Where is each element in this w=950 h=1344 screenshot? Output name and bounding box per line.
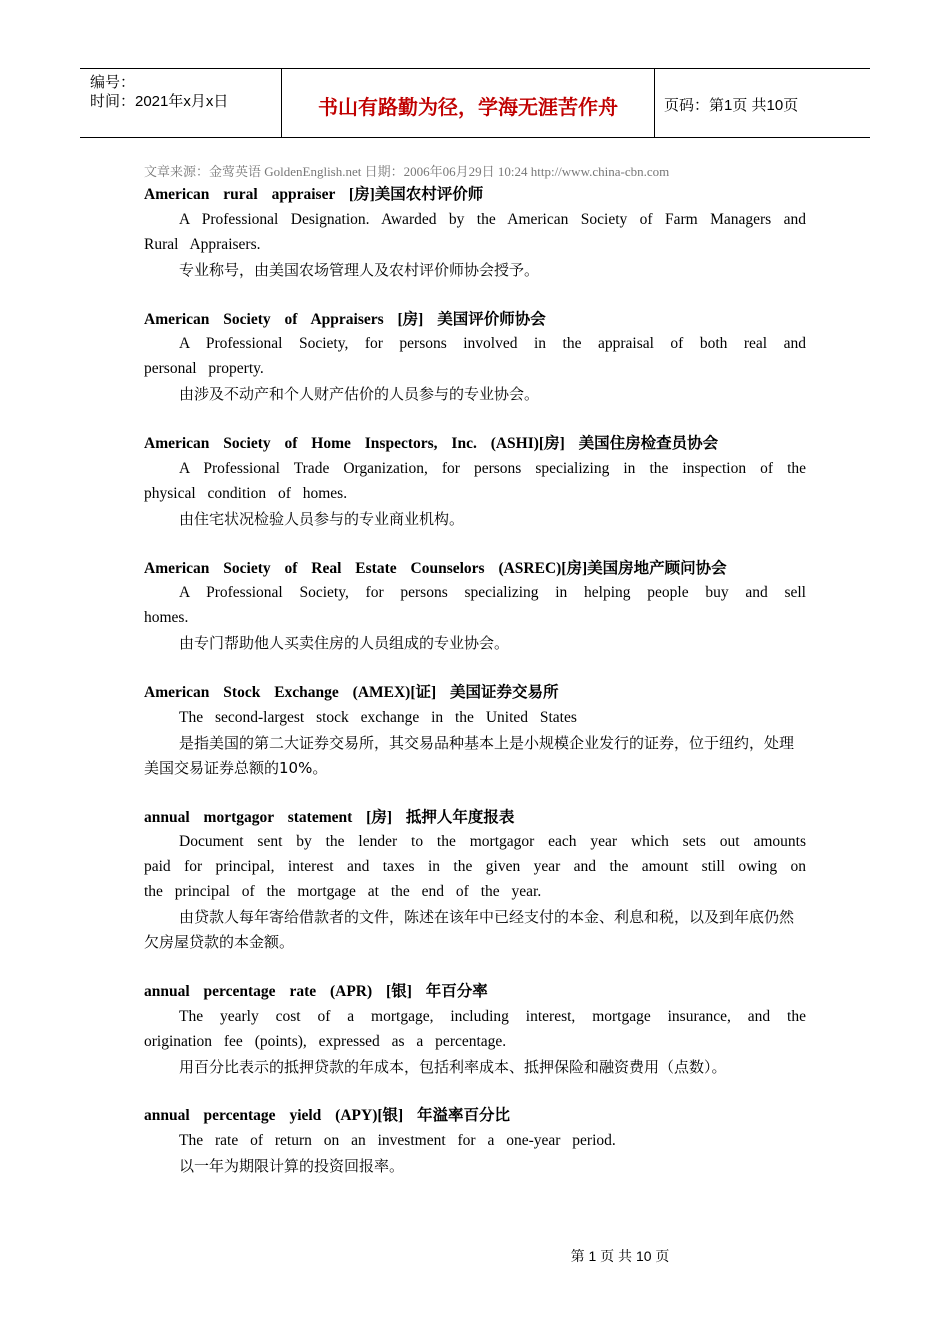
entry-term: American Stock Exchange (AMEX)[证] 美国证券交易所 <box>144 684 559 702</box>
source-line: 文章来源：金莺英语 GoldenEnglish.net 日期：2006年06月29日 10:24 http://www.china-cbn.com <box>144 164 670 179</box>
entry-definition-zh: 由贷款人每年寄给借款者的文件，陈述在该年中已经支付的本金、利息和税，以及到年底仍然欠房屋贷款的本金额。 <box>144 908 795 952</box>
header-left-cell <box>80 69 280 137</box>
page-header <box>80 68 870 138</box>
entry-term: annual percentage rate (APR) [银] 年百分率 <box>144 982 488 1000</box>
glossary-entry <box>144 183 806 283</box>
entry-definition-zh: 由涉及不动产和个人财产估价的人员参与的专业协会。 <box>179 385 540 404</box>
entry-term: American Society of Real Estate Counselors (ASREC)[房]美国房地产顾问协会 <box>144 559 727 577</box>
glossary-entry <box>144 980 806 1080</box>
glossary-content <box>144 183 806 1204</box>
number-label: 编号： <box>90 74 136 91</box>
glossary-entry <box>144 432 806 532</box>
header-right-cell <box>664 69 870 137</box>
entry-definition-zh: 由专门帮助他人买卖住房的人员组成的专业协会。 <box>179 634 510 653</box>
glossary-entry <box>144 681 806 781</box>
entry-definition-en: A Professional Society, for persons involved in the appraisal of both real and personal property. <box>144 335 806 378</box>
entry-definition-zh: 专业称号，由美国农场管理人及农村评价师协会授予。 <box>179 260 540 279</box>
entry-term: American Society of Home Inspectors, Inc. (ASHI)[房] 美国住房检查员协会 <box>144 435 719 453</box>
entry-definition-en: The second-largest stock exchange in the United States <box>179 708 577 726</box>
entry-definition-en: The rate of return on an investment for a one-year period. <box>179 1132 616 1150</box>
entry-definition-zh: 是指美国的第二大证券交易所，其交易品种基本上是小规模企业发行的证券，位于纽约，处理美国交易证券总额的10%。 <box>144 733 795 777</box>
entry-definition-en: A Professional Trade Organization, for persons specializing in the inspection of the physical condition of homes. <box>144 459 806 502</box>
header-motto-cell <box>281 69 655 137</box>
entry-definition-en: A Professional Society, for persons specializing in helping people buy and sell homes. <box>144 584 806 627</box>
entry-definition-zh: 由住宅状况检验人员参与的专业商业机构。 <box>179 509 465 528</box>
entry-term: annual percentage yield (APY)[银] 年溢率百分比 <box>144 1107 511 1125</box>
glossary-entry <box>144 557 806 657</box>
page-number-label: 页码：第1页 共10页 <box>664 97 799 114</box>
page-footer: 第 1 页 共 10 页 <box>570 1248 670 1264</box>
glossary-entry <box>144 1104 806 1179</box>
entry-term: American rural appraiser [房]美国农村评价师 <box>144 186 484 203</box>
entry-definition-en: Document sent by the lender to the mortgagor each year which sets out amounts paid for principal, interest and taxes in the given year and the amount still owing on the principal of the mortgage at the end of the year. <box>144 833 806 901</box>
entry-definition-zh: 用百分比表示的抵押贷款的年成本，包括利率成本、抵押保险和融资费用（点数）。 <box>179 1057 727 1076</box>
entry-definition-en: The yearly cost of a mortgage, including interest, mortgage insurance, and the origination fee (points), expressed as a percentage. <box>144 1007 806 1050</box>
date-label: 时间：2021年x月x日 <box>90 93 229 110</box>
entry-definition-zh: 以一年为期限计算的投资回报率。 <box>179 1157 405 1176</box>
glossary-entry <box>144 308 806 408</box>
entry-definition-en: A Professional Designation. Awarded by the American Society of Farm Managers and Rural Appraisers. <box>144 210 806 253</box>
entry-term: American Society of Appraisers [房] 美国评价师协会 <box>144 310 546 328</box>
motto: 书山有路勤为径，学海无涯苦作舟 <box>318 95 618 119</box>
entry-term: annual mortgagor statement [房] 抵押人年度报表 <box>144 808 515 826</box>
glossary-entry <box>144 806 806 955</box>
